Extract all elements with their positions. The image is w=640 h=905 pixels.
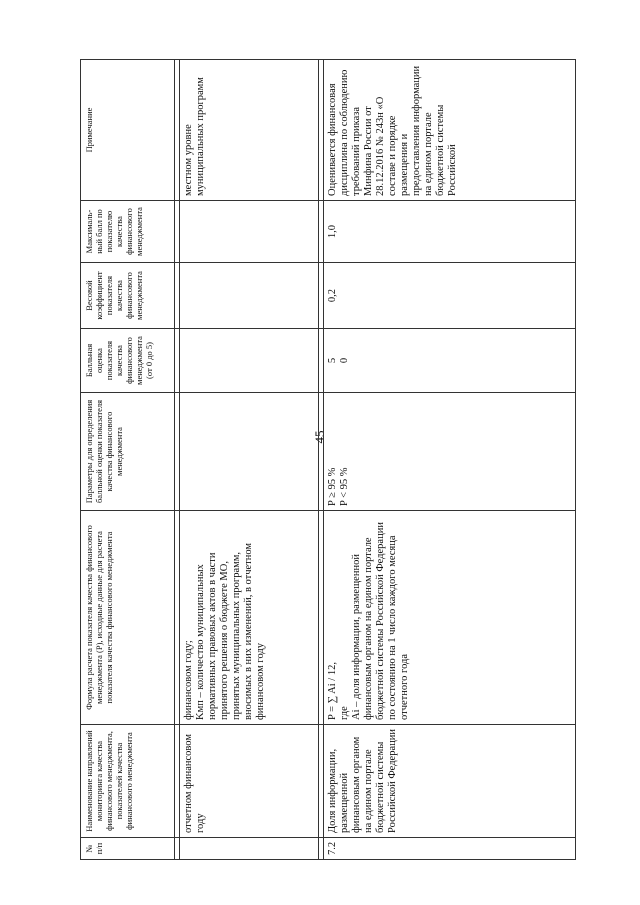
cell-formula: [180, 511, 319, 725]
table-row: [324, 60, 576, 860]
cell-note: местном уровне муниципальных программ: [180, 60, 319, 201]
header-weight: Весовой коэффициент показателя качества финансового менеджмента: [81, 263, 175, 329]
formula-line: Kмп – количество муниципальных нормативных правовых актов в части принятого решения о бюджете МО, принятых муниципальных программ, вносимых в них изменений, в отчетном финансовом году: [195, 542, 266, 720]
param-line: P ≥ 95 %: [327, 467, 338, 506]
cell-params: [180, 393, 319, 511]
cell-max: [180, 201, 319, 263]
rotated-table-area: [80, 60, 580, 860]
param-line: P < 95 %: [339, 467, 350, 506]
cell-num: 7.2: [324, 838, 576, 860]
cell-max: 1,0: [324, 201, 576, 263]
cell-weight: [180, 263, 319, 329]
cell-direction: Доля информации, размещенной финансовым органом на едином портале бюджетной системы Российской Федерации: [324, 725, 576, 838]
landscape-page-content: [80, 60, 580, 860]
header-direction: Наименование направлений мониторинга качества финансового менеджмента, показателей качества финансового менеджмента: [81, 725, 175, 838]
score-line: 0: [339, 357, 350, 364]
cell-score: [180, 329, 319, 393]
cell-params: [324, 393, 576, 511]
table-row: [180, 60, 319, 860]
header-formula: Формула расчета показателя качества финансового менеджмента (P), исходные данные для расчета показателя качества финансового менеджмента: [81, 511, 175, 725]
formula-line: финансовом году;: [183, 640, 194, 720]
cell-formula: [324, 511, 576, 725]
header-params: Параметры для определения балльной оценки показателя качества финансового менеджмента: [81, 393, 175, 511]
page-number: 45: [312, 430, 327, 444]
cell-num: [180, 838, 319, 860]
cell-direction: отчетном финансовом году: [180, 725, 319, 838]
header-note: Примечание: [81, 60, 175, 201]
formula-line: Ai – доля информации, размещенной финансовым органом на едином портале бюджетной системы Российской Федерации по состоянию на 1 число каждого месяца отчетного года: [351, 522, 410, 720]
formula-line: P = ∑ Ai / 12,: [327, 662, 338, 720]
header-num: № п/п: [81, 838, 175, 860]
score-line: 5: [327, 357, 338, 364]
cell-weight: 0,2: [324, 263, 576, 329]
table-header-row: [81, 60, 175, 860]
header-score: Балльная оценка показателя качества финансового менеджмента (от 0 до 5): [81, 329, 175, 393]
quality-indicators-table: [80, 59, 576, 860]
cell-score: [324, 329, 576, 393]
cell-note: Оценивается финансовая дисциплина по соблюдению требований приказа Минфина России от 28.12.2016 № 243н «О составе и порядке размещения и предоставления информации на едином портале бюджетной системы Российской: [324, 60, 576, 201]
formula-line: где: [339, 706, 350, 720]
header-max: Максималь-ный балл по показателю качества финансового менеджмента: [81, 201, 175, 263]
